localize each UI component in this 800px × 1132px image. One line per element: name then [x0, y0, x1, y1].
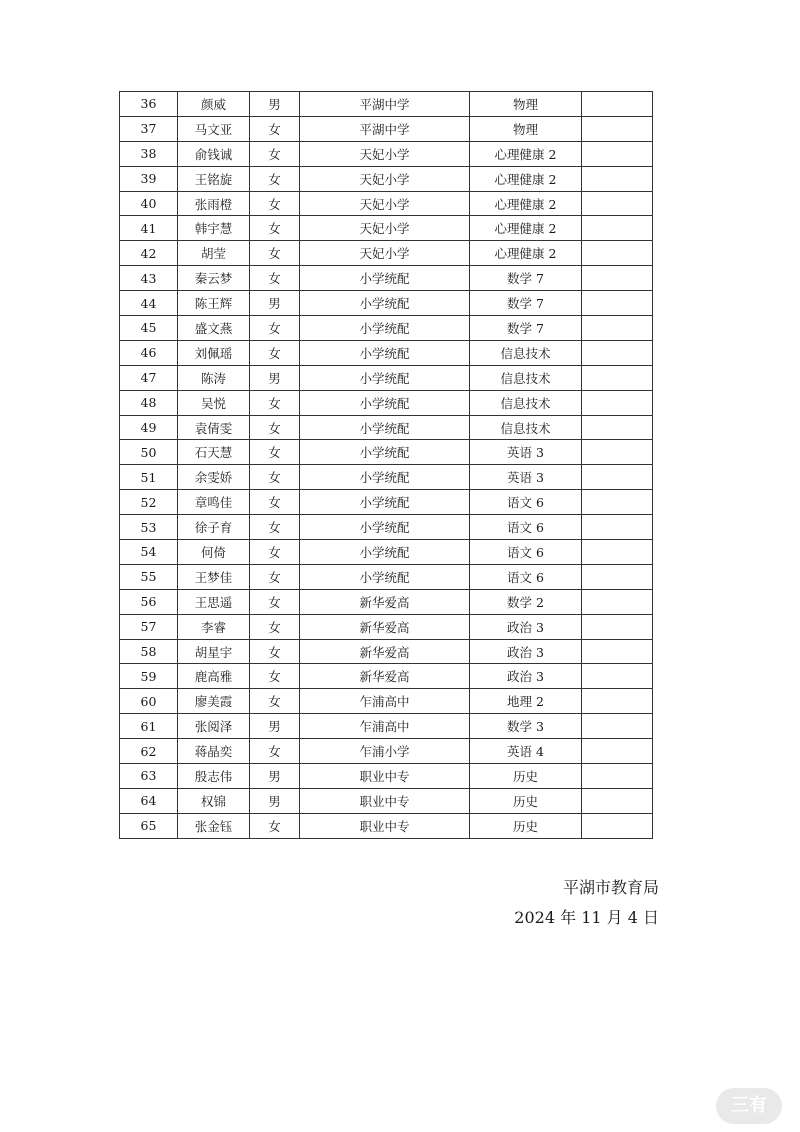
table-row [120, 490, 653, 515]
note-cell [582, 564, 653, 589]
row-number-cell: 65 [120, 813, 178, 838]
note-cell [582, 166, 653, 191]
note-cell [582, 589, 653, 614]
note-cell [582, 639, 653, 664]
gender-cell: 男 [250, 92, 300, 117]
school-cell: 小学统配 [300, 266, 470, 291]
school-cell: 小学统配 [300, 316, 470, 341]
note-cell [582, 764, 653, 789]
row-number-cell: 37 [120, 116, 178, 141]
note-cell [582, 191, 653, 216]
subject-cell: 数学 7 [470, 291, 582, 316]
gender-cell: 女 [250, 141, 300, 166]
row-number-cell: 63 [120, 764, 178, 789]
note-cell [582, 316, 653, 341]
subject-cell: 信息技术 [470, 340, 582, 365]
row-number-cell: 48 [120, 390, 178, 415]
subject-cell: 历史 [470, 764, 582, 789]
roster-table [119, 91, 653, 839]
name-cell: 张雨橙 [178, 191, 250, 216]
note-cell [582, 440, 653, 465]
name-cell: 廖美霞 [178, 689, 250, 714]
note-cell [582, 340, 653, 365]
subject-cell: 信息技术 [470, 390, 582, 415]
note-cell [582, 415, 653, 440]
name-cell: 石天慧 [178, 440, 250, 465]
school-cell: 小学统配 [300, 365, 470, 390]
table-row [120, 564, 653, 589]
subject-cell: 心理健康 2 [470, 141, 582, 166]
table-row [120, 614, 653, 639]
subject-cell: 英语 3 [470, 440, 582, 465]
row-number-cell: 58 [120, 639, 178, 664]
name-cell: 王思遥 [178, 589, 250, 614]
note-cell [582, 141, 653, 166]
subject-cell: 语文 6 [470, 490, 582, 515]
table-row [120, 788, 653, 813]
table-row [120, 166, 653, 191]
school-cell: 小学统配 [300, 490, 470, 515]
subject-cell: 心理健康 2 [470, 166, 582, 191]
school-cell: 小学统配 [300, 465, 470, 490]
table-row [120, 216, 653, 241]
table-row [120, 664, 653, 689]
subject-cell: 政治 3 [470, 664, 582, 689]
row-number-cell: 49 [120, 415, 178, 440]
school-cell: 天妃小学 [300, 141, 470, 166]
name-cell: 吴悦 [178, 390, 250, 415]
table-row [120, 639, 653, 664]
note-cell [582, 116, 653, 141]
gender-cell: 男 [250, 291, 300, 316]
subject-cell: 心理健康 2 [470, 241, 582, 266]
subject-cell: 物理 [470, 92, 582, 117]
row-number-cell: 36 [120, 92, 178, 117]
school-cell: 乍浦小学 [300, 739, 470, 764]
school-cell: 新华爱高 [300, 589, 470, 614]
subject-cell: 英语 3 [470, 465, 582, 490]
school-cell: 新华爱高 [300, 614, 470, 639]
table-row [120, 589, 653, 614]
note-cell [582, 714, 653, 739]
table-row [120, 116, 653, 141]
row-number-cell: 55 [120, 564, 178, 589]
gender-cell: 女 [250, 241, 300, 266]
note-cell [582, 813, 653, 838]
table-row [120, 540, 653, 565]
school-cell: 天妃小学 [300, 166, 470, 191]
name-cell: 蒋晶奕 [178, 739, 250, 764]
note-cell [582, 515, 653, 540]
name-cell: 张金钰 [178, 813, 250, 838]
note-cell [582, 465, 653, 490]
gender-cell: 男 [250, 365, 300, 390]
school-cell: 乍浦高中 [300, 714, 470, 739]
row-number-cell: 42 [120, 241, 178, 266]
table-row [120, 316, 653, 341]
subject-cell: 数学 7 [470, 266, 582, 291]
name-cell: 盛文燕 [178, 316, 250, 341]
subject-cell: 心理健康 2 [470, 191, 582, 216]
gender-cell: 女 [250, 490, 300, 515]
roster-body [120, 92, 653, 839]
subject-cell: 英语 4 [470, 739, 582, 764]
gender-cell: 女 [250, 515, 300, 540]
table-row [120, 365, 653, 390]
gender-cell: 女 [250, 316, 300, 341]
table-row [120, 515, 653, 540]
subject-cell: 信息技术 [470, 415, 582, 440]
subject-cell: 物理 [470, 116, 582, 141]
name-cell: 陈王辉 [178, 291, 250, 316]
name-cell: 胡星宇 [178, 639, 250, 664]
name-cell: 权锦 [178, 788, 250, 813]
note-cell [582, 291, 653, 316]
school-cell: 新华爱高 [300, 639, 470, 664]
note-cell [582, 216, 653, 241]
gender-cell: 女 [250, 440, 300, 465]
school-cell: 职业中专 [300, 788, 470, 813]
name-cell: 余雯娇 [178, 465, 250, 490]
gender-cell: 男 [250, 788, 300, 813]
note-cell [582, 614, 653, 639]
table-row [120, 191, 653, 216]
row-number-cell: 61 [120, 714, 178, 739]
gender-cell: 女 [250, 390, 300, 415]
name-cell: 章鸣佳 [178, 490, 250, 515]
subject-cell: 数学 2 [470, 589, 582, 614]
subject-cell: 政治 3 [470, 614, 582, 639]
name-cell: 韩宇慧 [178, 216, 250, 241]
table-row [120, 739, 653, 764]
gender-cell: 女 [250, 614, 300, 639]
school-cell: 小学统配 [300, 540, 470, 565]
gender-cell: 女 [250, 266, 300, 291]
watermark-badge: 三有 [716, 1088, 782, 1124]
row-number-cell: 40 [120, 191, 178, 216]
table-row [120, 241, 653, 266]
gender-cell: 女 [250, 540, 300, 565]
gender-cell: 女 [250, 589, 300, 614]
table-row [120, 141, 653, 166]
row-number-cell: 59 [120, 664, 178, 689]
gender-cell: 女 [250, 415, 300, 440]
issuer-name: 平湖市教育局 [562, 878, 659, 897]
school-cell: 小学统配 [300, 291, 470, 316]
gender-cell: 女 [250, 739, 300, 764]
row-number-cell: 44 [120, 291, 178, 316]
school-cell: 小学统配 [300, 440, 470, 465]
table-row [120, 813, 653, 838]
name-cell: 秦云梦 [178, 266, 250, 291]
gender-cell: 男 [250, 714, 300, 739]
name-cell: 徐子育 [178, 515, 250, 540]
school-cell: 平湖中学 [300, 116, 470, 141]
name-cell: 李睿 [178, 614, 250, 639]
subject-cell: 历史 [470, 813, 582, 838]
gender-cell: 男 [250, 764, 300, 789]
name-cell: 何倚 [178, 540, 250, 565]
row-number-cell: 57 [120, 614, 178, 639]
note-cell [582, 92, 653, 117]
note-cell [582, 490, 653, 515]
gender-cell: 女 [250, 664, 300, 689]
gender-cell: 女 [250, 340, 300, 365]
gender-cell: 女 [250, 813, 300, 838]
gender-cell: 女 [250, 116, 300, 141]
subject-cell: 地理 2 [470, 689, 582, 714]
school-cell: 职业中专 [300, 813, 470, 838]
name-cell: 王梦佳 [178, 564, 250, 589]
issue-date: 2024 年 11 月 4 日 [514, 908, 659, 927]
name-cell: 鹿高雅 [178, 664, 250, 689]
note-cell [582, 540, 653, 565]
row-number-cell: 54 [120, 540, 178, 565]
note-cell [582, 266, 653, 291]
note-cell [582, 241, 653, 266]
subject-cell: 语文 6 [470, 515, 582, 540]
school-cell: 小学统配 [300, 390, 470, 415]
row-number-cell: 52 [120, 490, 178, 515]
table-row [120, 390, 653, 415]
gender-cell: 女 [250, 166, 300, 191]
school-cell: 小学统配 [300, 340, 470, 365]
note-cell [582, 739, 653, 764]
school-cell: 天妃小学 [300, 216, 470, 241]
row-number-cell: 60 [120, 689, 178, 714]
subject-cell: 语文 6 [470, 564, 582, 589]
name-cell: 马文亚 [178, 116, 250, 141]
subject-cell: 政治 3 [470, 639, 582, 664]
name-cell: 胡莹 [178, 241, 250, 266]
row-number-cell: 45 [120, 316, 178, 341]
school-cell: 新华爱高 [300, 664, 470, 689]
table-row [120, 92, 653, 117]
row-number-cell: 53 [120, 515, 178, 540]
table-row [120, 689, 653, 714]
gender-cell: 女 [250, 639, 300, 664]
name-cell: 陈涛 [178, 365, 250, 390]
row-number-cell: 47 [120, 365, 178, 390]
row-number-cell: 39 [120, 166, 178, 191]
name-cell: 袁倩雯 [178, 415, 250, 440]
school-cell: 天妃小学 [300, 191, 470, 216]
subject-cell: 信息技术 [470, 365, 582, 390]
school-cell: 天妃小学 [300, 241, 470, 266]
row-number-cell: 38 [120, 141, 178, 166]
school-cell: 小学统配 [300, 564, 470, 589]
row-number-cell: 43 [120, 266, 178, 291]
school-cell: 乍浦高中 [300, 689, 470, 714]
gender-cell: 女 [250, 465, 300, 490]
table-row [120, 266, 653, 291]
row-number-cell: 64 [120, 788, 178, 813]
subject-cell: 数学 7 [470, 316, 582, 341]
row-number-cell: 56 [120, 589, 178, 614]
note-cell [582, 365, 653, 390]
table-row [120, 415, 653, 440]
row-number-cell: 62 [120, 739, 178, 764]
school-cell: 职业中专 [300, 764, 470, 789]
school-cell: 小学统配 [300, 515, 470, 540]
subject-cell: 历史 [470, 788, 582, 813]
note-cell [582, 664, 653, 689]
row-number-cell: 51 [120, 465, 178, 490]
table-row [120, 714, 653, 739]
school-cell: 平湖中学 [300, 92, 470, 117]
row-number-cell: 50 [120, 440, 178, 465]
note-cell [582, 788, 653, 813]
row-number-cell: 46 [120, 340, 178, 365]
school-cell: 小学统配 [300, 415, 470, 440]
table-row [120, 291, 653, 316]
name-cell: 殷志伟 [178, 764, 250, 789]
gender-cell: 女 [250, 564, 300, 589]
subject-cell: 数学 3 [470, 714, 582, 739]
table-row [120, 340, 653, 365]
gender-cell: 女 [250, 216, 300, 241]
name-cell: 张阅泽 [178, 714, 250, 739]
name-cell: 王铭旋 [178, 166, 250, 191]
table-row [120, 764, 653, 789]
subject-cell: 心理健康 2 [470, 216, 582, 241]
gender-cell: 女 [250, 689, 300, 714]
subject-cell: 语文 6 [470, 540, 582, 565]
note-cell [582, 689, 653, 714]
row-number-cell: 41 [120, 216, 178, 241]
name-cell: 颜威 [178, 92, 250, 117]
name-cell: 刘佩瑶 [178, 340, 250, 365]
note-cell [582, 390, 653, 415]
table-row [120, 465, 653, 490]
gender-cell: 女 [250, 191, 300, 216]
name-cell: 俞钱诚 [178, 141, 250, 166]
table-row [120, 440, 653, 465]
